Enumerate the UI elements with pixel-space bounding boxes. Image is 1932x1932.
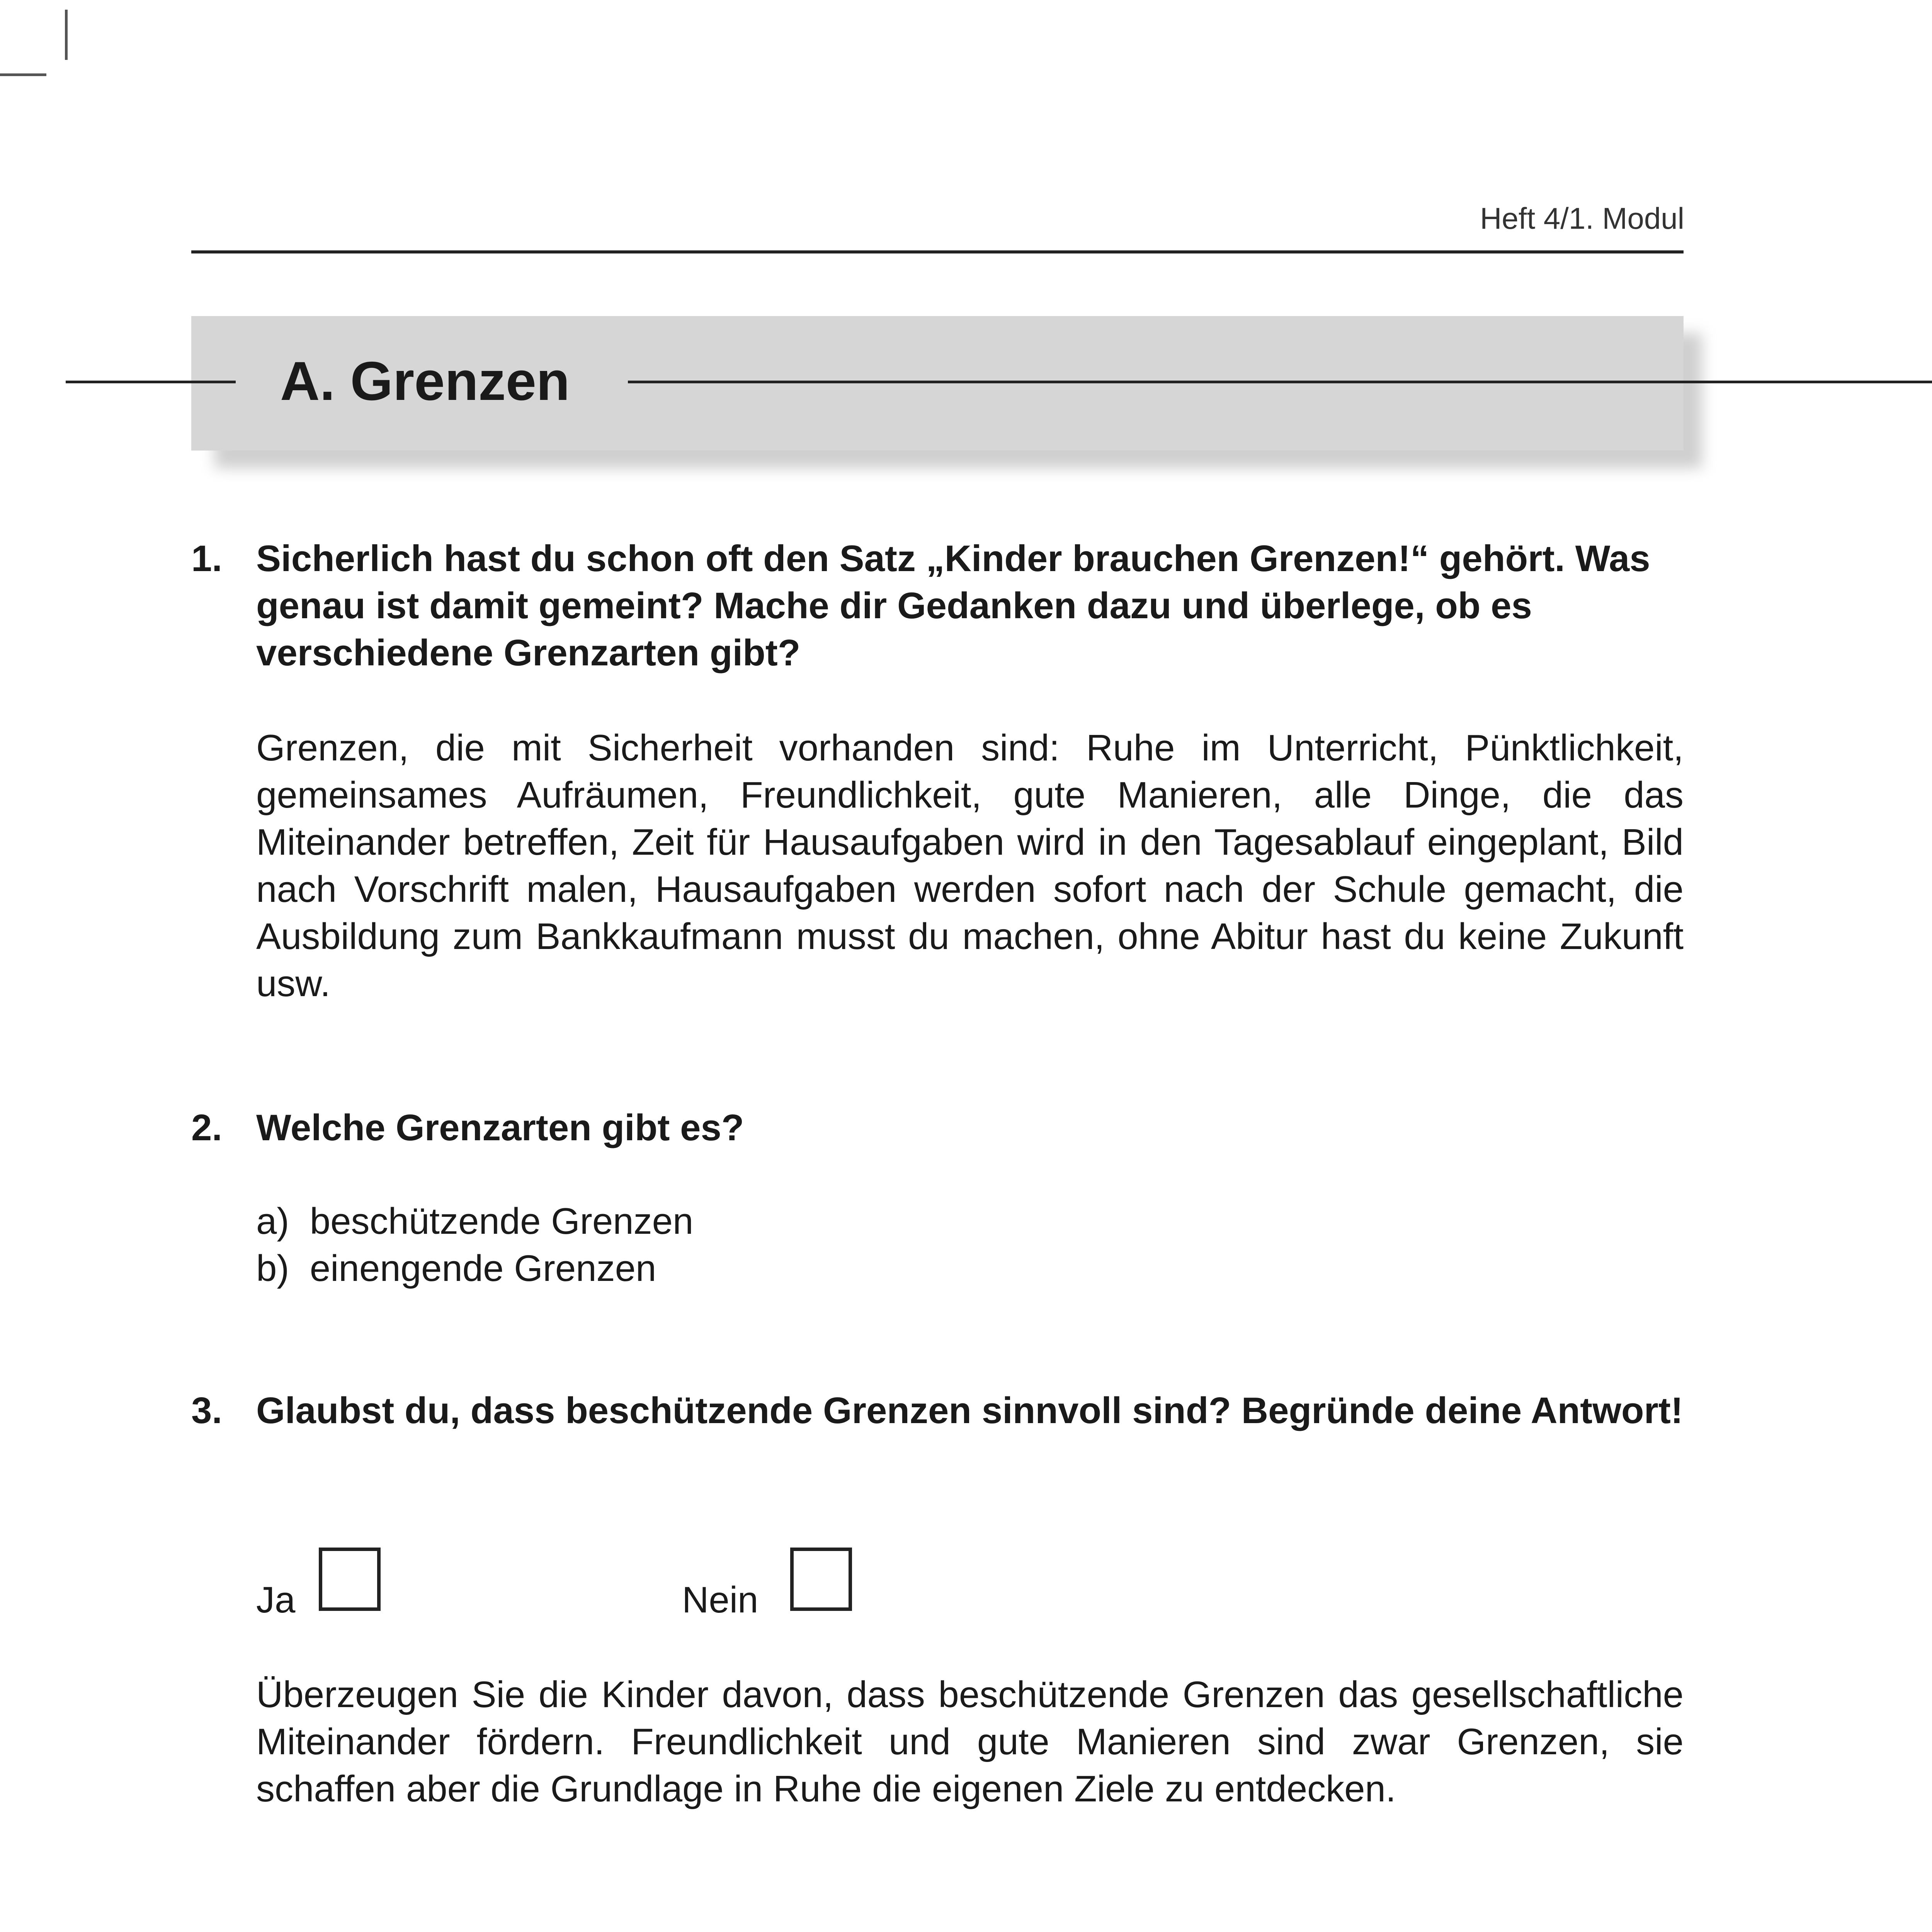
title-line-left: [66, 381, 236, 383]
answer-1: Grenzen, die mit Sicherheit vorhanden sind: Ruhe im Unterricht, Pünktlichkeit, gemeinsames Aufräumen, Freundlichkeit, gute Manieren, alle Dinge, die das Miteinander betreffen, Zeit für Hausaufgaben wird in den Tagesablauf eingeplant, Bild nach Vorschrift malen, Hausaufgaben werden sofort nach der Schule gemacht, die Ausbildung zum Bankkaufmann musst du machen, ohne Abitur hast du keine Zukunft usw.: [256, 727, 1684, 1004]
question-text: Glaubst du, dass beschützende Grenzen sinnvoll sind? Begründe deine Antwort!: [256, 1390, 1683, 1431]
no-label: Nein: [682, 1579, 759, 1621]
yes-checkbox[interactable]: [319, 1548, 381, 1611]
question-text: Welche Grenzarten gibt es?: [256, 1107, 744, 1148]
answer-3: Überzeugen Sie die Kinder davon, dass beschützende Grenzen das gesellschaftliche Miteinander fördern. Freundlichkeit und gute Manieren sind zwar Grenzen, sie schaffen aber die Grundlage in Ruhe die eigenen Ziele zu entdecken.: [256, 1674, 1684, 1810]
crop-mark: [0, 73, 46, 76]
option-a: a) beschützende Grenzen: [256, 1201, 694, 1242]
question-text: Sicherlich hast du schon oft den Satz „Kinder brauchen Grenzen!“ gehört. Was genau ist damit gemeint? Mache dir Gedanken dazu und überlege, ob es verschiedene Grenzarten gibt?: [256, 538, 1650, 673]
yes-label: Ja: [256, 1579, 296, 1621]
question-number: 1.: [191, 538, 223, 579]
crop-mark: [65, 10, 68, 60]
module-header: Heft 4/1. Modul: [1480, 201, 1684, 235]
question-number: 2.: [191, 1107, 223, 1148]
question-number: 3.: [191, 1390, 223, 1431]
option-b: b) einengende Grenzen: [256, 1248, 656, 1289]
title-line-right: [628, 381, 1932, 383]
no-checkbox[interactable]: [790, 1548, 852, 1611]
section-title: A. Grenzen: [280, 350, 570, 412]
header-rule: [191, 250, 1684, 253]
